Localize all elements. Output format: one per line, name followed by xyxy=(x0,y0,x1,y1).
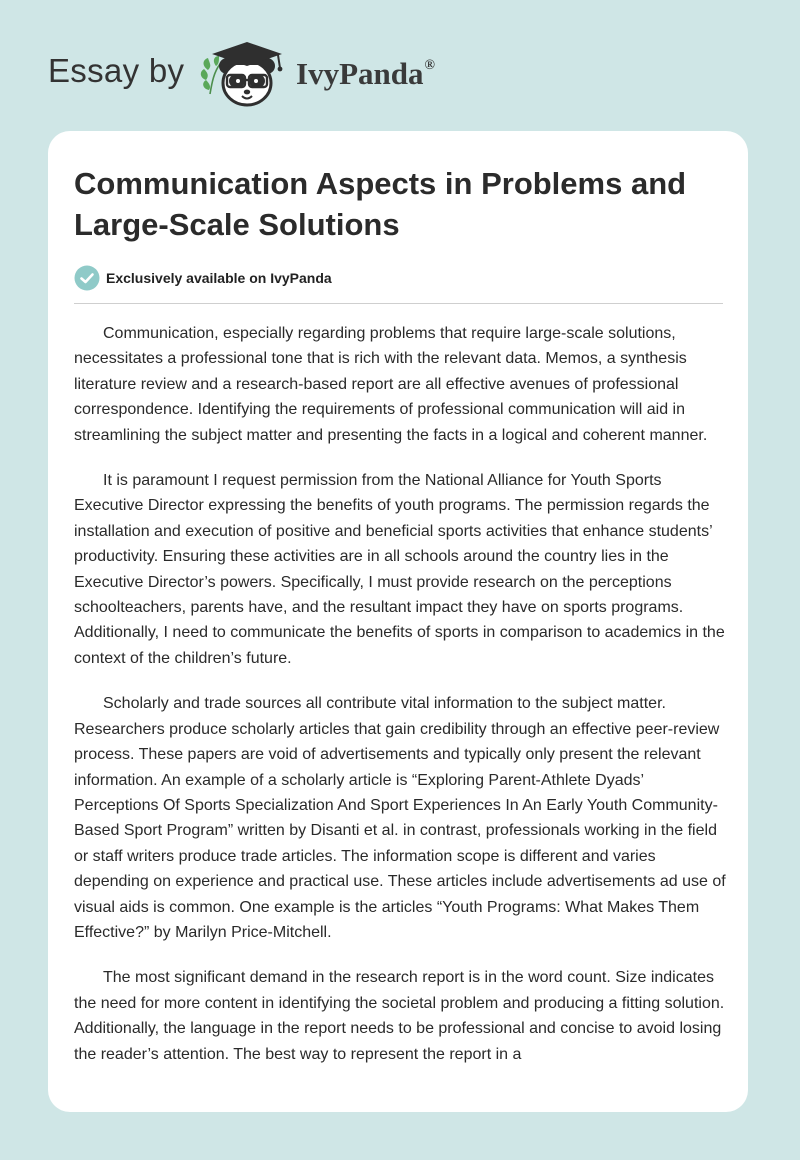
paragraph-1: Communication, especially regarding problems that require large-scale solutions, necessitates a professional tone that is rich with the relevant data. Memos, a synthesis literature review and a research-based report are all effective avenues of professional correspondence. Identifying the requirements of professional communication will aid in streamlining the subject matter and presenting the facts in a logical and coherent manner. xyxy=(74,325,708,444)
paragraph-4: The most significant demand in the research report is in the word count. Size indicates the need for more content in identifying the societal problem and producing a fitting solution. Additionally, the language in the report needs to be professional and concise to avoid losing the reader’s attention. The best way to represent the report in a xyxy=(74,969,725,1063)
check-circle-icon xyxy=(74,265,100,291)
registered-mark: ® xyxy=(424,58,435,73)
exclusive-label: Exclusively available on IvyPanda xyxy=(106,270,332,286)
site-header xyxy=(0,0,800,130)
essay-body xyxy=(74,321,726,1087)
essay-card xyxy=(48,131,748,1112)
title-divider xyxy=(74,303,723,304)
essay-by-label: Essay by xyxy=(48,52,185,89)
page-title: Communication Aspects in Problems and Large-Scale Solutions xyxy=(74,166,687,242)
brand-text: IvyPanda xyxy=(296,56,424,91)
brand-name[interactable] xyxy=(296,56,435,92)
panda-graduate-icon[interactable] xyxy=(200,36,292,110)
paragraph-3: Scholarly and trade sources all contribute vital information to the subject matter. Researchers produce scholarly articles that gain credibility through an effective peer-review process. These papers are void of advertisements and typically only present the relevant information. An example of a scholarly article is “Exploring Parent-Athlete Dyads’ Perceptions Of Sports Specialization And Sport Experiences In An Early Youth Community-Based Sport Program” written by Disanti et al. in contrast, professionals working in the field or staff writers produce trade articles. The information scope is different and varies depending on experience and practical use. These articles include advertisements ad use of visual aids is common. One example is the articles “Youth Programs: What Makes Them Effective?” by Marilyn Price-Mitchell. xyxy=(74,695,726,941)
paragraph-2: It is paramount I request permission from the National Alliance for Youth Sports Executive Director expressing the benefits of youth programs. The permission regards the installation and execution of positive and beneficial sports activities that enhance students’ productivity. Ensuring these activities are in all schools around the country lies in the Executive Director’s powers. Specifically, I must provide research on the perceptions schoolteachers, parents have, and the resultant impact they have on sports programs. Additionally, I need to communicate the benefits of sports in comparison to academics in the context of the children’s future. xyxy=(74,472,725,667)
exclusive-badge xyxy=(74,265,332,291)
